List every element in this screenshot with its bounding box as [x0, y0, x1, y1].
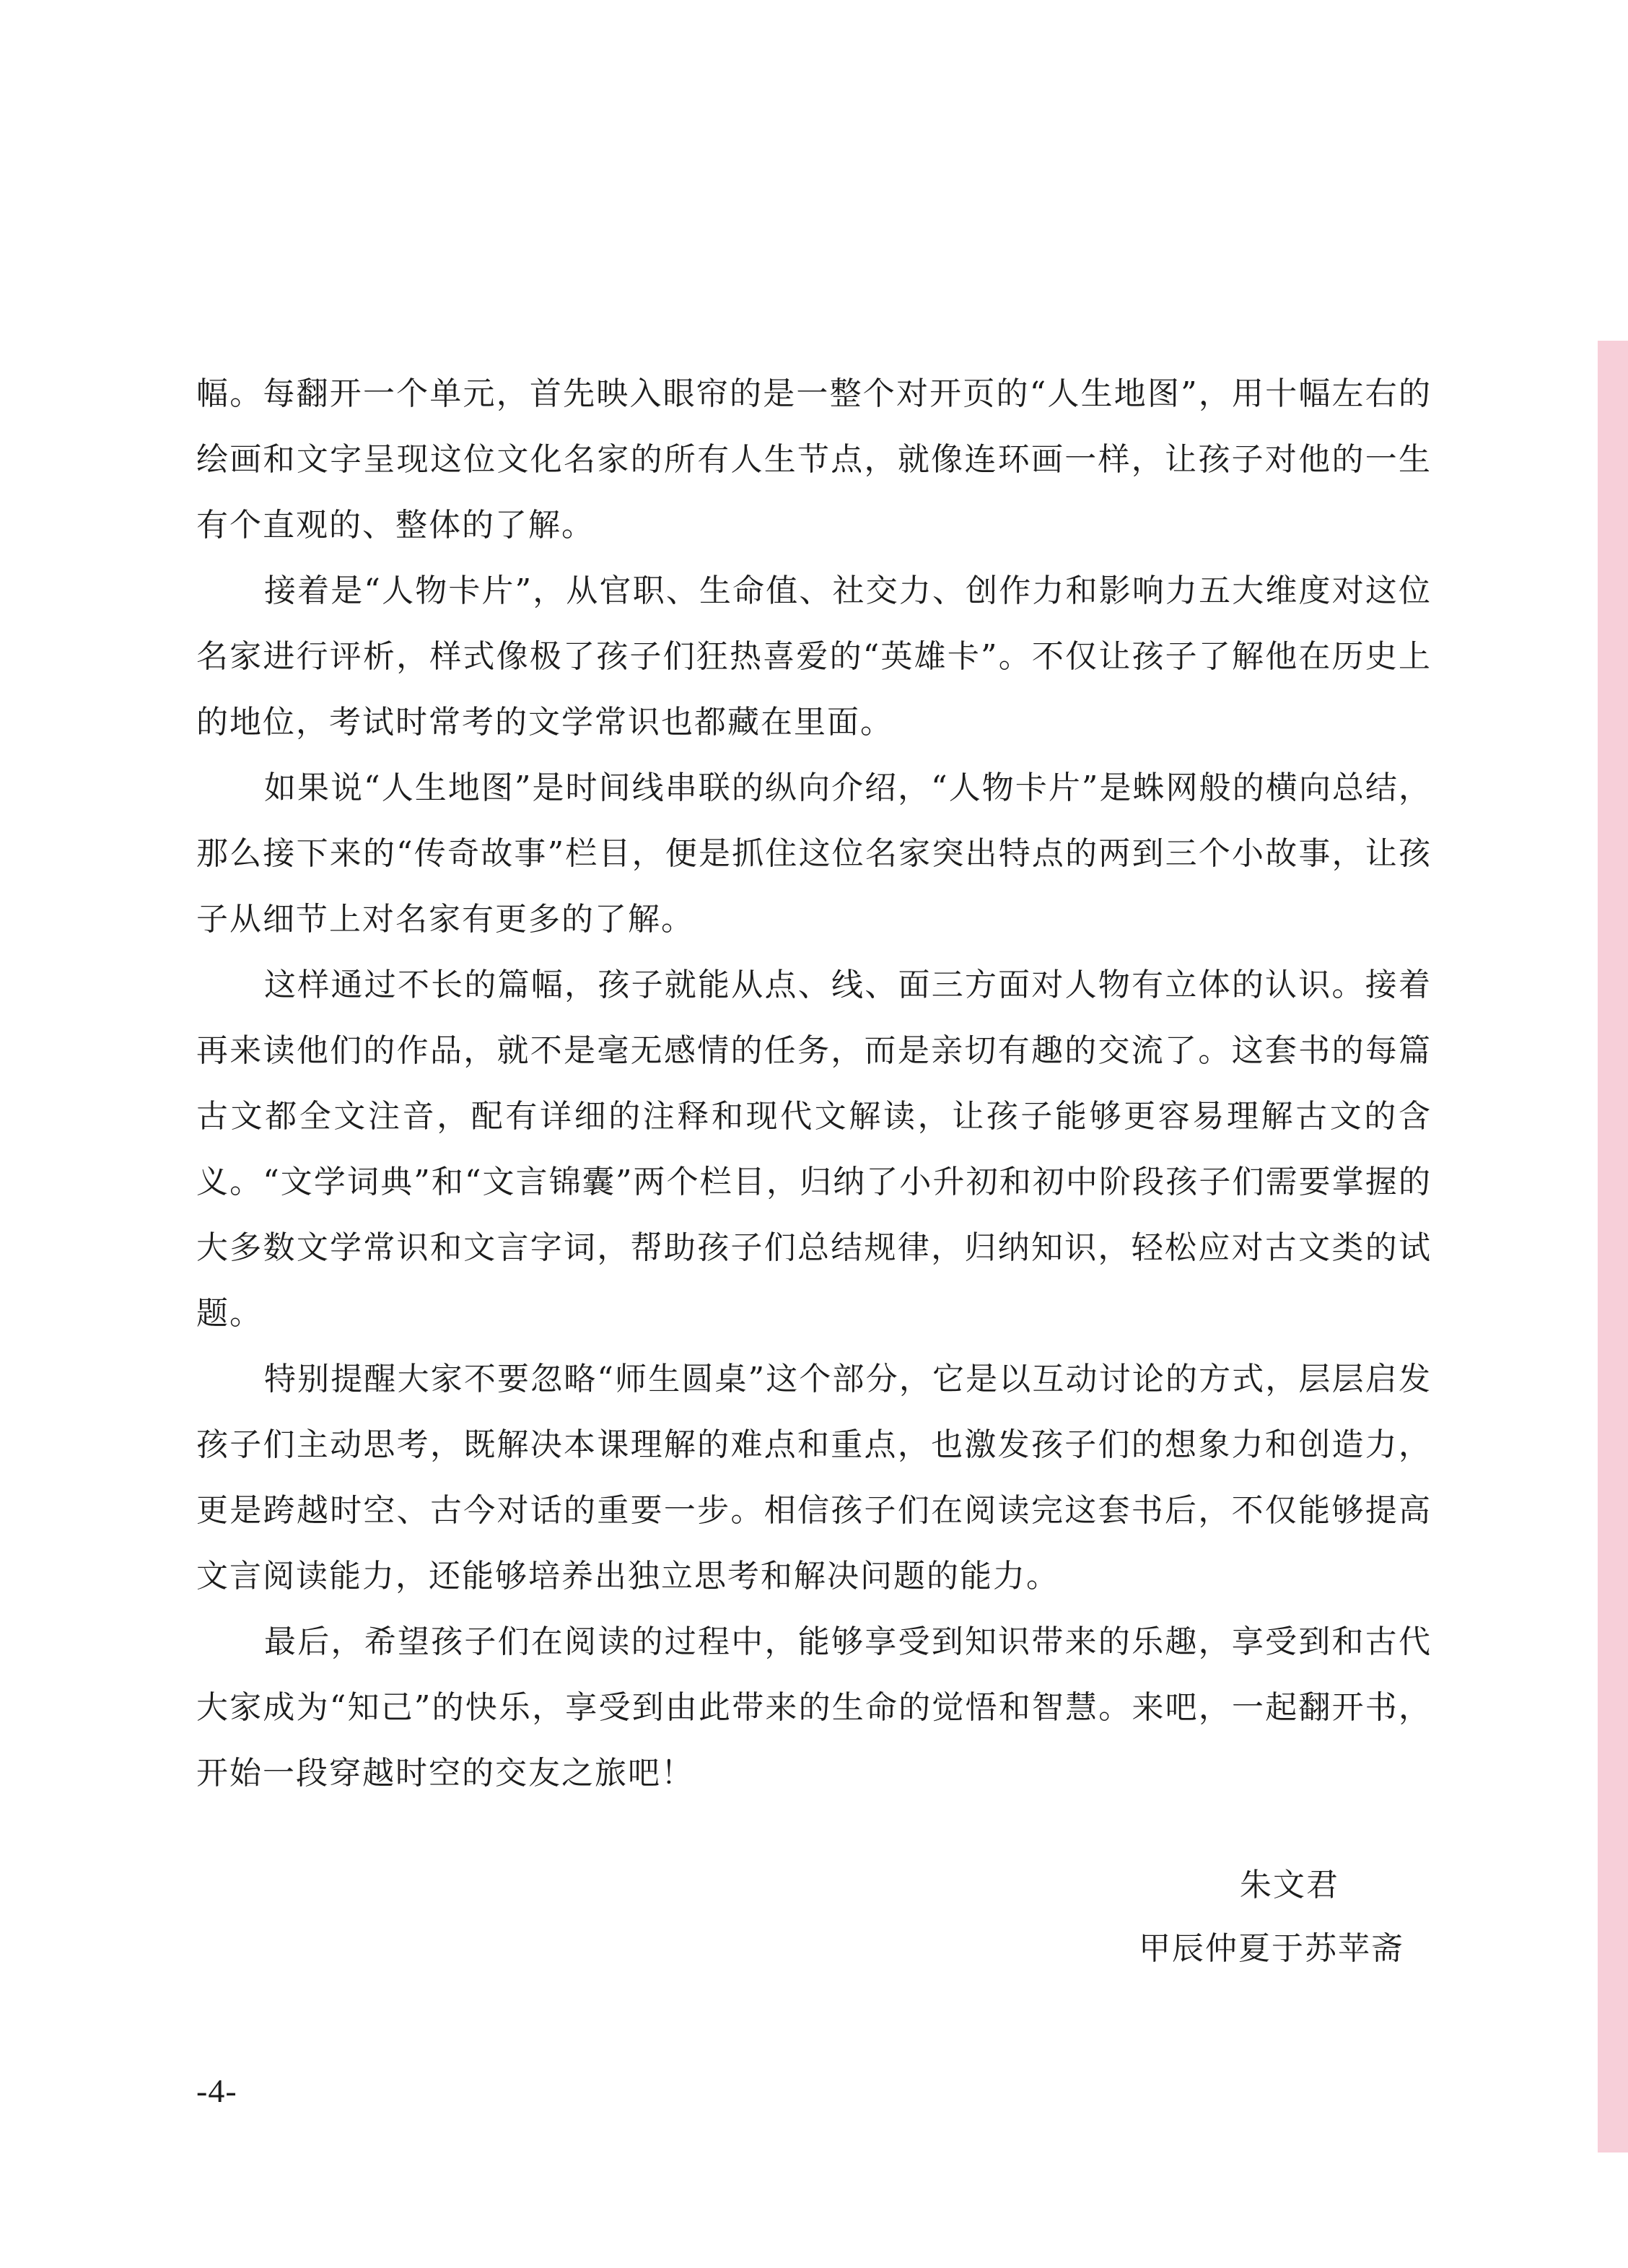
- author-name: 朱文君: [1240, 1867, 1339, 1903]
- paragraph-closing: 最后，希望孩子们在阅读的过程中，能够享受到知识带来的乐趣，享受到和古代大家成为“知己”的快乐，享受到由此带来的生命的觉悟和智慧。来吧，一起翻开书，开始一段穿越时空的交友之旅吧！: [196, 1623, 1432, 1792]
- preface-body: [196, 361, 1432, 1806]
- paragraph-legend-stories: 如果说“人生地图”是时间线串联的纵向介绍，“人物卡片”是蛛网般的横向总结，那么接下来的“传奇故事”栏目，便是抓住这位名家突出特点的两到三个小故事，让孩子从细节上对名家有更多的了解。: [196, 769, 1432, 938]
- paragraph-continuation: 幅。每翻开一个单元，首先映入眼帘的是一整个对开页的“人生地图”，用十幅左右的绘画和文字呈现这位文化名家的所有人生节点，就像连环画一样，让孩子对他的一生有个直观的、整体的了解。: [196, 375, 1432, 544]
- page-edge-color-tab: [1598, 341, 1628, 2153]
- paragraph-reading-works: 这样通过不长的篇幅，孩子就能从点、线、面三方面对人物有立体的认识。接着再来读他们的作品，就不是毫无感情的任务，而是亲切有趣的交流了。这套书的每篇古文都全文注音，配有详细的注释和现代文解读，让孩子能够更容易理解古文的含义。“文学词典”和“文言锦囊”两个栏目，归纳了小升初和初中阶段孩子们需要掌握的大多数文学常识和文言字词，帮助孩子们总结规律，归纳知识，轻松应对古文类的试题。: [196, 967, 1432, 1332]
- paragraph-character-card: 接着是“人物卡片”，从官职、生命值、社交力、创作力和影响力五大维度对这位名家进行评析，样式像极了孩子们狂热喜爱的“英雄卡”。不仅让孩子了解他在历史上的地位，考试时常考的文学常识也都藏在里面。: [196, 572, 1432, 741]
- signature-date-place: 甲辰仲夏于苏苹斋: [1139, 1930, 1404, 1967]
- signature-block: [1139, 1854, 1404, 1981]
- page-number: -4-: [196, 2072, 237, 2109]
- paragraph-teacher-student-table: 特别提醒大家不要忽略“师生圆桌”这个部分，它是以互动讨论的方式，层层启发孩子们主动思考，既解决本课理解的难点和重点，也激发孩子们的想象力和创造力，更是跨越时空、古今对话的重要一步。相信孩子们在阅读完这套书后，不仅能够提高文言阅读能力，还能够培养出独立思考和解决问题的能力。: [196, 1361, 1432, 1595]
